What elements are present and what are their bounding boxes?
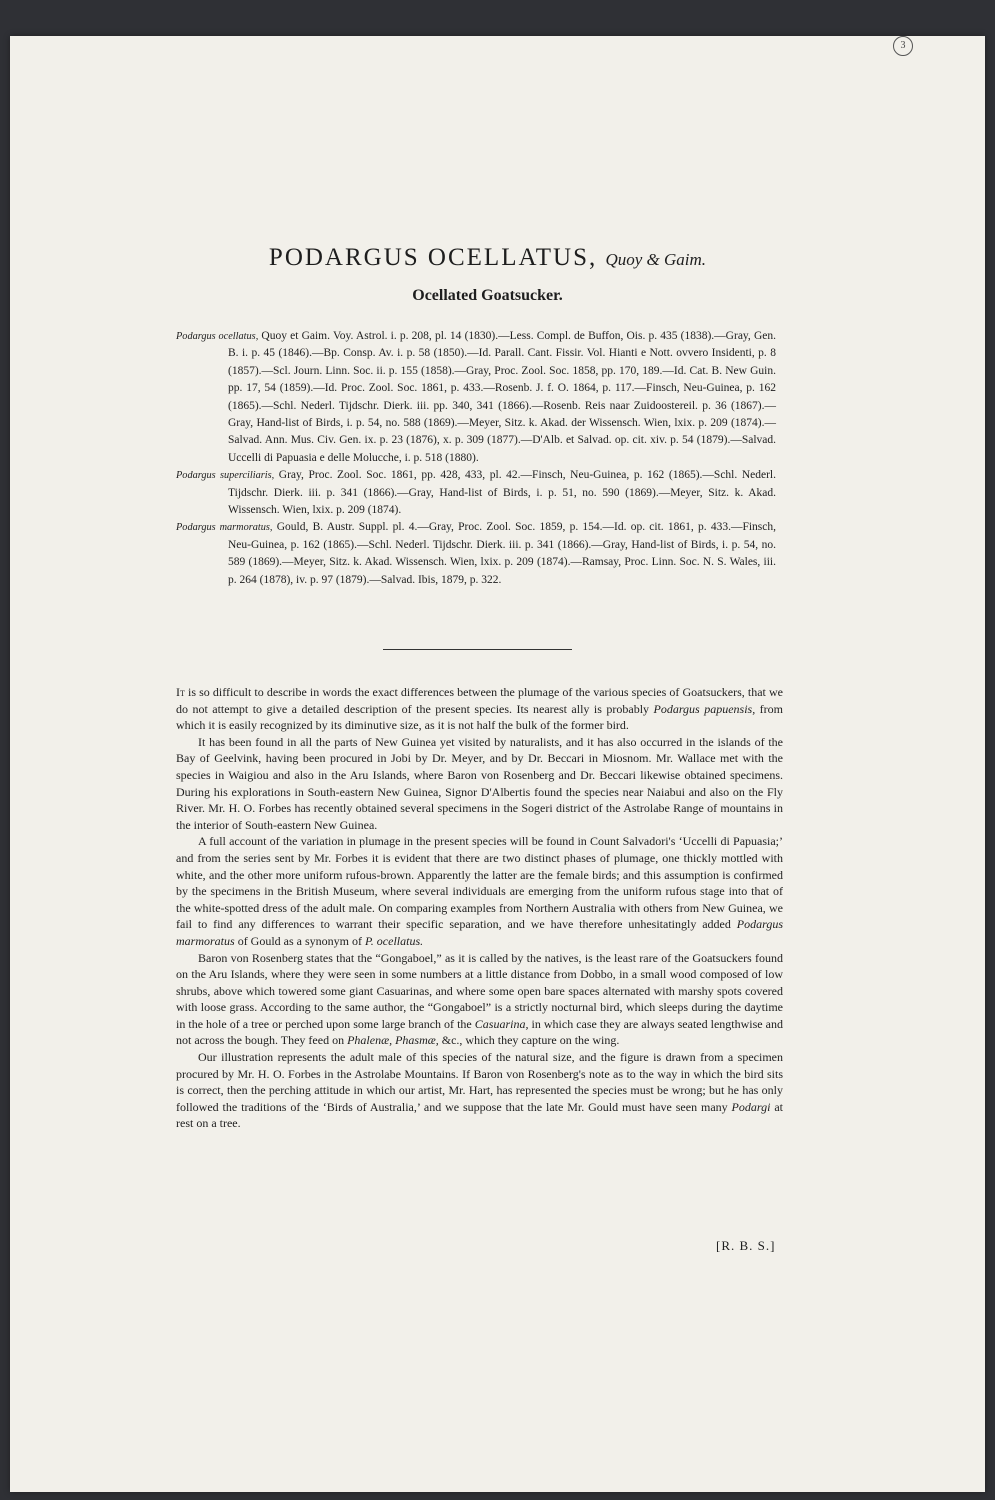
species-title [0,244,975,272]
paragraph-lead: It [176,685,185,699]
paragraph-italic: Podargus marmoratus [176,917,783,948]
paragraph-italic: Casuarina, [474,1016,529,1031]
species-authority: Quoy & Gaim. [605,250,707,269]
synonym-species: Podargus ocellatus, [176,331,259,342]
paragraph-text: &c., which they capture on the wing. [438,1033,620,1048]
synonym-entry [176,328,776,467]
paragraph [176,1049,783,1132]
paragraph-italic: P. ocellatus. [365,933,424,948]
paragraph-text: A full account of the variation in plumage in the present species will be found in Count Salvadori's ‘Uccelli di Papuasia;’ and from the series sent by Mr. Forbes it is evident that there are two distinct phases of plumage, one thickly mottled with white, and the other more uniform rufous-brown. Apparently the latter are the female birds; and this assumption is confirmed by the specimens in the British Museum, where several individuals are emerging from the uniform rufous stage into that of the white-spotted dress of the adult male. On comparing examples from Northern Australia with others from New Guinea, we fail to find any differences to warrant their specific separation, and we have therefore unhesitatingly added [176,834,783,932]
species-name: PODARGUS OCELLATUS, [268,244,598,271]
paragraph: It has been found in all the parts of New Guinea yet visited by naturalists, and it has also occurred in the islands of the Bay of Geelvink, having been procured in Jobi by Dr. Meyer, and by Dr. Beccari in Miosnom. Mr. Wallace met with the species in Waigiou and also in the Aru Islands, where Baron von Rosenberg and Dr. Beccari likewise obtained specimens. During his explorations in South-eastern New Guinea, Signor D'Albertis found the species near Naiabui and also on the Fly River. Mr. H. O. Forbes has recently obtained several specimens in the Sogeri district of the Astrolabe Range of mountains in the interior of South-eastern New Guinea. [176,734,783,832]
synonym-references: Gray, Proc. Zool. Soc. 1861, pp. 428, 433, pl. 42.—Finsch, Neu-Guinea, p. 162 (1865).—Schl. Nederl. Tijdschr. Dierk. iii. p. 341 (1866).—Gray, Hand-list of Birds, i. p. 51, no. 590 (1869).—Meyer, Sitz. k. Akad. Wissensch. Wien, lxix. p. 209 (1874). [228,469,776,517]
paragraph [176,833,783,949]
paragraph [176,684,783,734]
paragraph-italic: Podargi [731,1099,771,1114]
paragraph-text: is so difficult to describe in words the exact differences between the plumage of the various species of Goatsuckers, that we do not attempt to give a detailed description of the present species. Its nearest ally is probably [176,685,783,716]
synonym-species: Podargus superciliaris, [176,470,275,482]
common-name: Ocellated Goatsucker. [412,287,563,304]
synonym-entry [176,519,776,589]
paragraph-italic: Phalenæ, Phasmæ, [347,1033,439,1048]
paragraph-text: from which it is easily recognized by its diminutive size, as it is not half the bulk of the former bird. [176,701,783,733]
paragraph-text: in which case they are always seated lengthwise and not across the bough. They feed on [176,1016,783,1048]
divider-rule [383,649,572,650]
paragraph-text: Baron von Rosenberg states that the “Gongaboel,” as it is called by the natives, is the least rare of the Goatsuckers found on the Aru Islands, where they were seen in some numbers at a little distance from Dobbo, in a small wood composed of low shrubs, above which towered some giant Casuarinas, and where some open bare spaces alternated with marshy spots covered with loose grass. According to the same author, the “Gongaboel” is a strictly nocturnal bird, which sleeps during the daytime in the hole of a tree or perched upon some large branch of the [176,950,783,1031]
paragraph-text: at rest on a tree. [176,1099,783,1131]
page-number: 3 [893,36,913,56]
paragraph-text: Our illustration represents the adult male of this species of the natural size, and the figure is drawn from a specimen procured by Mr. H. O. Forbes in the Astrolabe Mountains. If Baron von Rosenberg's note as to the way in which the bird sits is correct, then the perching attitude in which our artist, Mr. Hart, has represented the species must be wrong; but he has only followed the traditions of the ‘Birds of Australia,’ and we suppose that the late Mr. Gould must have seen many [176,1050,783,1114]
paragraph [176,950,783,1050]
synonym-references: Quoy et Gaim. Voy. Astrol. i. p. 208, pl. 14 (1830).—Less. Compl. de Buffon, Ois. p. 435 (1838).—Gray, Gen. B. i. p. 45 (1846).—Bp. Consp. Av. i. p. 58 (1850).—Id. Parall. Cant. Fissir. Vol. Hianti e Nott. ovvero Insidenti, p. 8 (1857).—Scl. Journ. Linn. Soc. ii. p. 155 (1858).—Gray, Proc. Zool. Soc. 1858, pp. 170, 189.—Id. Cat. B. New Guin. pp. 17, 54 (1859).—Id. Proc. Zool. Soc. 1861, p. 433.—Rosenb. J. f. O. 1864, p. 117.—Finsch, Neu-Guinea, p. 162 (1865).—Schl. Nederl. Tijdschr. Dierk. iii. pp. 340, 341 (1866).—Rosenb. Reis naar Zuidoostereil. p. 36 (1867).—Gray, Hand-list of Birds, i. p. 54, no. 588 (1869).—Meyer, Sitz. k. Akad. der Wissensch. Wien, lxix. p. 209 (1874).—Salvad. Ann. Mus. Civ. Gen. ix. p. 23 (1876), x. p. 309 (1877).—D'Alb. et Salvad. op. cit. xiv. p. 54 (1879).—Salvad. Uccelli di Papuasia e delle Molucche, i. p. 518 (1880). [228,330,776,464]
article-body [176,684,783,1132]
synonym-entry [176,467,776,519]
synonymy-block [176,328,776,589]
synonym-species: Podargus marmoratus, [176,522,273,534]
paragraph-italic: Podargus papuensis, [653,701,756,716]
paragraph-text: of Gould as a synonym of [234,933,366,948]
synonym-references: Gould, B. Austr. Suppl. pl. 4.—Gray, Proc. Zool. Soc. 1859, p. 154.—Id. op. cit. 1861, p. 433.—Finsch, Neu-Guinea, p. 162 (1865).—Schl. Nederl. Tijdschr. Dierk. iii. p. 341 (1866).—Gray, Hand-list of Birds, i. p. 54, no. 589 (1869).—Meyer, Sitz. k. Akad. Wissensch. Wien, lxix. p. 209 (1874).—Ramsay, Proc. Linn. Soc. N. S. Wales, iii. p. 264 (1878), iv. p. 97 (1879).—Salvad. Ibis, 1879, p. 322. [228,521,776,586]
author-initials: [R. B. S.] [716,1238,776,1253]
